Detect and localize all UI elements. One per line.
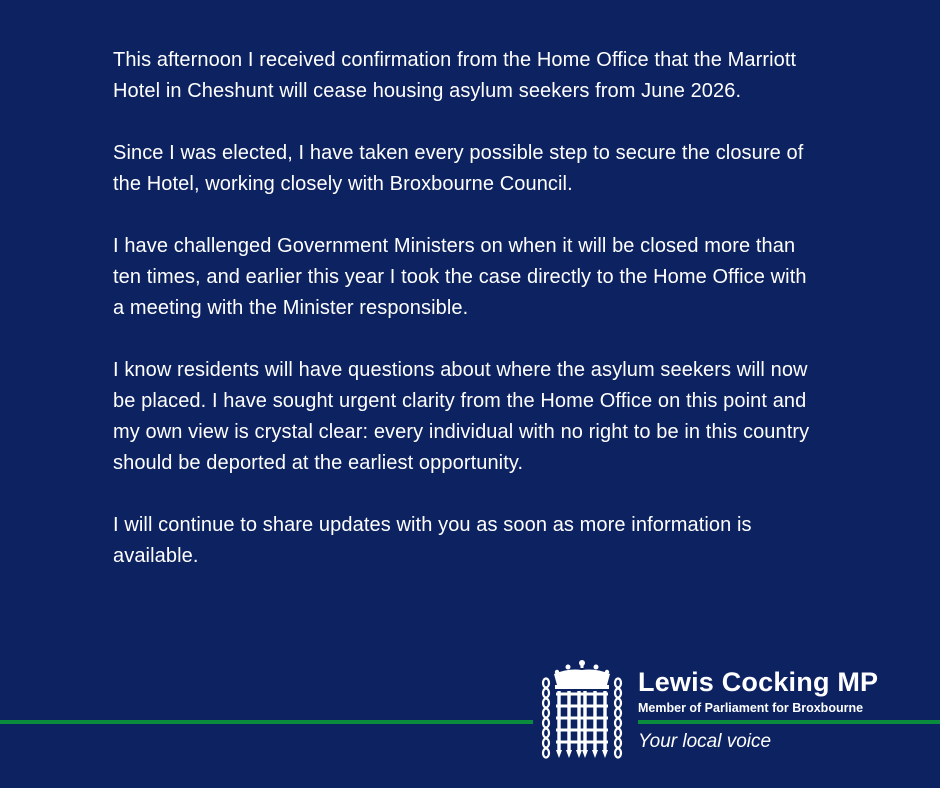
statement-body xyxy=(113,45,813,603)
statement-paragraph-5: I will continue to share updates with you as soon as more information is available. xyxy=(113,514,752,567)
portcullis-icon xyxy=(540,658,624,760)
statement-paragraph-3: I have challenged Government Ministers on when it will be closed more than ten times, and earlier this year I took the case directly to the Home Office with a meeting with the Minister responsible. xyxy=(113,235,807,319)
mp-name: Lewis Cocking MP xyxy=(638,667,879,697)
statement-paragraph-1: This afternoon I received confirmation from the Home Office that the Marriott Hotel in Cheshunt will cease housing asylum seekers from June 2026. xyxy=(113,49,797,102)
statement-paragraph-4: I know residents will have questions about where the asylum seekers will now be placed. I have sought urgent clarity from the Home Office on this point and my own view is crystal clear: every individual with no right to be in this country should be deported at the earliest opportunity. xyxy=(113,359,810,474)
mp-role: Member of Parliament for Broxbourne xyxy=(638,701,864,715)
divider-line-right xyxy=(638,720,940,724)
mp-tagline: Your local voice xyxy=(638,731,772,752)
divider-line-left xyxy=(0,720,533,724)
statement-paragraph-2: Since I was elected, I have taken every possible step to secure the closure of the Hotel, working closely with Broxbourne Council. xyxy=(113,142,804,195)
